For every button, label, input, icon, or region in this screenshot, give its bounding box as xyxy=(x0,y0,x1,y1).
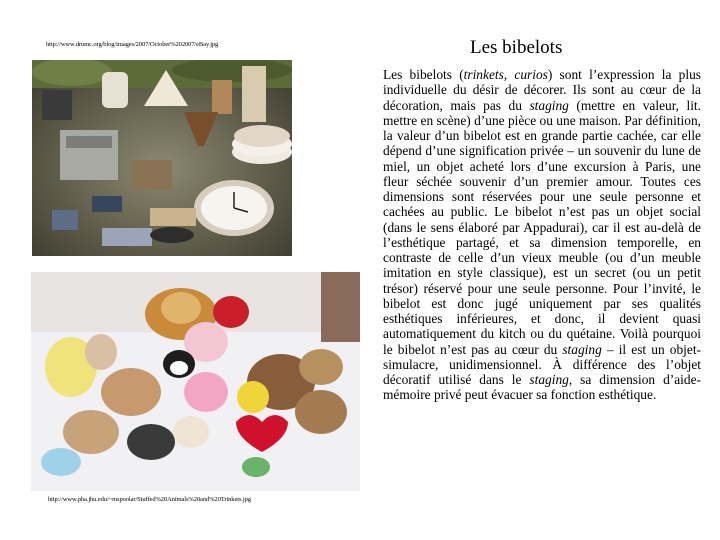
text-run-italic: staging xyxy=(529,97,569,113)
image-source-url-top: http://www.drumc.org/blog/images/2007/October%202007/eBay.jpg xyxy=(46,41,219,48)
body-paragraph xyxy=(383,67,701,403)
stuffed-animals-photo xyxy=(31,272,360,491)
text-run-italic: staging xyxy=(529,372,569,387)
text-run: , sa dimension d’aide-mémoire privé peut évacuer sa fonction esthétique. xyxy=(383,372,701,403)
text-run-italic: staging xyxy=(562,341,602,357)
text-run: – il est un objet-simulacre, unidimensionnel. À différence des l’objet décoratif utilisé dans le xyxy=(383,341,701,387)
image-source-url-bottom: http://www.pha.jhu.edu/~mspoolar/Stuffed%20Animals%20and%20Trinkets.jpg xyxy=(48,496,251,503)
text-run-italic: trinkets, curios xyxy=(463,67,548,82)
text-run: Les bibelots ( xyxy=(383,67,464,82)
text-run: ) sont l’expression la plus individuelle du désir de décorer. Ils sont au cœur de la décoration, mais pas du xyxy=(383,67,701,113)
trinkets-photo xyxy=(32,60,292,256)
page-title: Les bibelots xyxy=(470,37,563,58)
text-run: (mettre en valeur, lit. mettre en scène) d’une pièce ou une maison. Par définition, la valeur d’un bibelot est en grande partie cachée, car elle dépend d’une signification privée – un souvenir du lune de miel, un objet acheté lors d’une excursion à Paris, une fleur séchée souvenir d’un premier amour. Toutes ces dimensions sont réservées pour une seule personne et cachées au public. Le bibelot n’est pas un objet social (dans le sens élaboré par Appadurai), car il est au-delà de l’esthétique partagé, et sa dimension temporelle, en contraste de celle d’un vieux meuble (ou d’un meuble imitation en style classique), est un secret (ou un petit trésor) réservé pour une seule personne. Pour l’invité, le bibelot est donc jugé uniquement par ses qualités esthétiques inférieures, et donc, il devient quasi automatiquement du kitch ou du quétaine. Voilà pourquoi le bibelot n’est pas au cœur du xyxy=(383,97,701,357)
